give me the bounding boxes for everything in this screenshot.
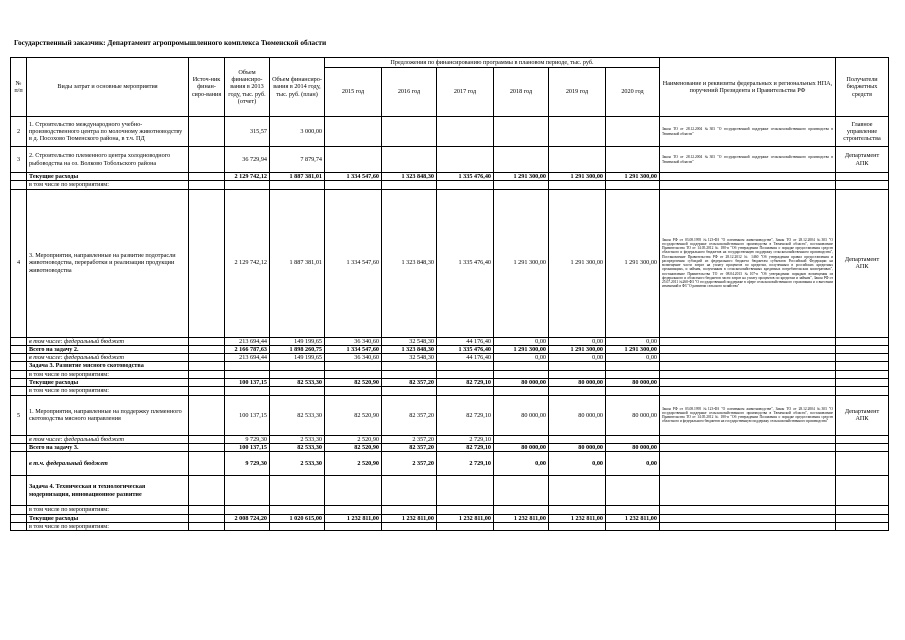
row-value-2013 xyxy=(225,522,270,530)
row-value-year xyxy=(494,506,549,514)
row-value-2014: 82 533,30 xyxy=(270,443,325,451)
row-value-year: 0,00 xyxy=(549,452,606,476)
row-name: Задача 3. Развитие мясного скотоводства xyxy=(27,362,189,370)
row-value-year xyxy=(382,387,437,395)
row-value-2013: 213 694,44 xyxy=(225,354,270,362)
row-name: в том числе по мероприятиям: xyxy=(27,387,189,395)
row-value-year xyxy=(325,476,382,506)
row-fin-source xyxy=(189,379,225,387)
row-fin-source xyxy=(189,370,225,378)
row-value-year: 82 357,20 xyxy=(382,395,437,435)
row-fin-source xyxy=(189,117,225,147)
row-value-year: 1 232 811,00 xyxy=(549,514,606,522)
row-value-2014 xyxy=(270,370,325,378)
table-row xyxy=(11,345,889,353)
row-value-2013 xyxy=(225,506,270,514)
row-fin-source xyxy=(189,452,225,476)
row-value-year: 1 232 811,00 xyxy=(382,514,437,522)
row-npa: Закон РФ от 03.08.1995 №123-ФЗ "О племенном животноводстве", Закон ТО от 28.12.2004 №303 "О государственной поддержке сельскохозяйственного производства в Тюменской области", постановление Правительства ТО от 14.05.2012 № 180-п "Об утверждении Положения о порядке предоставления средств областного и федерального бюджетов на государственную поддержку сельскохозяйственного производства" xyxy=(660,395,836,435)
row-name: Задача 4. Техническая и технологическая модернизация, инновационное развитие xyxy=(27,476,189,506)
row-value-year xyxy=(606,522,660,530)
row-value-2013: 2 166 787,63 xyxy=(225,345,270,353)
col-npa: Наименование и реквизиты федеральных и региональных НПА, поручений Президента и Правительства РФ xyxy=(660,58,836,117)
row-number: 3 xyxy=(11,147,27,173)
row-name: в т.ч. федеральный бюджет xyxy=(27,452,189,476)
row-value-year: 80 000,00 xyxy=(549,395,606,435)
row-value-year: 80 000,00 xyxy=(494,379,549,387)
row-value-2014: 2 533,30 xyxy=(270,452,325,476)
row-value-year: 80 000,00 xyxy=(549,443,606,451)
row-value-2014 xyxy=(270,387,325,395)
row-recipient: Главное управление строительства xyxy=(836,117,889,147)
row-value-year xyxy=(494,522,549,530)
row-value-year xyxy=(437,147,494,173)
row-value-2014: 1 020 615,00 xyxy=(270,514,325,522)
row-value-year xyxy=(437,370,494,378)
row-value-year: 2 520,90 xyxy=(325,452,382,476)
row-npa xyxy=(660,173,836,181)
row-value-year: 1 335 476,40 xyxy=(437,345,494,353)
row-name: в том числе по мероприятиям: xyxy=(27,506,189,514)
row-recipient xyxy=(836,362,889,370)
row-number xyxy=(11,370,27,378)
row-value-2013: 2 129 742,12 xyxy=(225,173,270,181)
row-fin-source xyxy=(189,435,225,443)
row-value-2014: 149 199,65 xyxy=(270,354,325,362)
row-value-year: 80 000,00 xyxy=(494,395,549,435)
row-recipient xyxy=(836,173,889,181)
row-number xyxy=(11,181,27,189)
row-value-year xyxy=(382,522,437,530)
row-name: Всего на задачу 3. xyxy=(27,443,189,451)
row-npa xyxy=(660,435,836,443)
row-name: Текущие расходы xyxy=(27,514,189,522)
row-number xyxy=(11,362,27,370)
row-value-year xyxy=(549,370,606,378)
row-npa xyxy=(660,476,836,506)
col-year: 2016 год xyxy=(382,68,437,117)
row-number xyxy=(11,173,27,181)
row-recipient: Департамент АПК xyxy=(836,395,889,435)
row-npa xyxy=(660,362,836,370)
row-fin-source xyxy=(189,506,225,514)
row-value-2014: 7 879,74 xyxy=(270,147,325,173)
row-value-year: 82 729,10 xyxy=(437,443,494,451)
col-recipient: Получатели бюджетных средств xyxy=(836,58,889,117)
row-value-year xyxy=(494,362,549,370)
row-value-year xyxy=(606,476,660,506)
row-value-year xyxy=(606,506,660,514)
col-year: 2015 год xyxy=(325,68,382,117)
page-title: Государственный заказчик: Департамент агропромышленного комплекса Тюменской области xyxy=(14,38,327,47)
row-npa: Закон ТО от 28.12.2004 №303 "О государственной поддержке сельскохозяйственного производства в Тюменской области" xyxy=(660,147,836,173)
row-npa xyxy=(660,345,836,353)
table-row xyxy=(11,189,889,337)
row-npa xyxy=(660,387,836,395)
row-value-year xyxy=(549,506,606,514)
row-value-2014 xyxy=(270,362,325,370)
row-value-year: 0,00 xyxy=(549,337,606,345)
row-npa xyxy=(660,379,836,387)
row-recipient xyxy=(836,387,889,395)
row-fin-source xyxy=(189,345,225,353)
row-value-year: 82 729,10 xyxy=(437,379,494,387)
row-value-year xyxy=(606,362,660,370)
row-value-year xyxy=(549,435,606,443)
row-value-year: 80 000,00 xyxy=(606,395,660,435)
row-name: в том числе: федеральный бюджет xyxy=(27,337,189,345)
row-npa xyxy=(660,337,836,345)
row-value-year xyxy=(325,181,382,189)
row-value-2013: 2 008 724,20 xyxy=(225,514,270,522)
row-value-year xyxy=(606,387,660,395)
row-value-year xyxy=(494,181,549,189)
table-row xyxy=(11,117,889,147)
row-value-year xyxy=(437,117,494,147)
row-value-year: 1 335 476,40 xyxy=(437,189,494,337)
row-name: в том числе по мероприятиям: xyxy=(27,181,189,189)
table-row xyxy=(11,387,889,395)
row-value-year: 0,00 xyxy=(494,452,549,476)
row-npa xyxy=(660,443,836,451)
row-number xyxy=(11,522,27,530)
row-value-year: 82 357,20 xyxy=(382,443,437,451)
row-value-year xyxy=(549,181,606,189)
row-value-year: 0,00 xyxy=(494,337,549,345)
row-value-2013: 213 694,44 xyxy=(225,337,270,345)
row-value-2013 xyxy=(225,387,270,395)
row-fin-source xyxy=(189,354,225,362)
row-value-year: 1 291 300,00 xyxy=(494,173,549,181)
row-value-2013: 9 729,30 xyxy=(225,452,270,476)
row-value-year xyxy=(606,181,660,189)
row-value-year xyxy=(606,147,660,173)
row-value-year xyxy=(606,117,660,147)
row-value-year xyxy=(325,506,382,514)
row-fin-source xyxy=(189,181,225,189)
col-proposals: Предложения по финансированию программы в плановом периоде, тыс. руб. xyxy=(325,58,660,68)
row-fin-source xyxy=(189,522,225,530)
row-value-year: 1 323 848,30 xyxy=(382,173,437,181)
row-recipient xyxy=(836,476,889,506)
row-value-year: 1 291 300,00 xyxy=(606,189,660,337)
row-name: в том числе по мероприятиям: xyxy=(27,370,189,378)
table-row xyxy=(11,395,889,435)
row-number xyxy=(11,476,27,506)
row-value-2013: 100 137,15 xyxy=(225,443,270,451)
row-value-year: 2 729,10 xyxy=(437,452,494,476)
row-name: в том числе: федеральный бюджет xyxy=(27,435,189,443)
row-value-year xyxy=(494,435,549,443)
row-recipient: Департамент АПК xyxy=(836,189,889,337)
row-npa xyxy=(660,452,836,476)
row-value-year xyxy=(325,147,382,173)
row-value-2013: 100 137,15 xyxy=(225,395,270,435)
col-num: № п/п xyxy=(11,58,27,117)
table-row xyxy=(11,370,889,378)
row-number: 5 xyxy=(11,395,27,435)
row-value-2014: 1 887 381,01 xyxy=(270,173,325,181)
row-value-year xyxy=(382,147,437,173)
row-value-2014: 1 887 381,01 xyxy=(270,189,325,337)
table-row xyxy=(11,514,889,522)
row-value-2014: 149 199,65 xyxy=(270,337,325,345)
row-value-year xyxy=(437,362,494,370)
row-fin-source xyxy=(189,387,225,395)
row-value-year: 32 548,30 xyxy=(382,337,437,345)
row-value-year: 1 232 811,00 xyxy=(606,514,660,522)
row-recipient xyxy=(836,370,889,378)
row-npa xyxy=(660,181,836,189)
row-recipient xyxy=(836,379,889,387)
row-value-year: 0,00 xyxy=(606,452,660,476)
row-value-2013 xyxy=(225,181,270,189)
row-recipient xyxy=(836,345,889,353)
row-value-year xyxy=(494,370,549,378)
table-row xyxy=(11,522,889,530)
row-value-2014: 82 533,30 xyxy=(270,379,325,387)
row-fin-source xyxy=(189,514,225,522)
row-value-year xyxy=(382,362,437,370)
table-row xyxy=(11,181,889,189)
row-value-year: 0,00 xyxy=(606,337,660,345)
row-number xyxy=(11,443,27,451)
row-name: 1. Мероприятия, направленные на поддержку племенного скотоводства мясного направления xyxy=(27,395,189,435)
row-npa: Закон РФ от 03.08.1995 №123-ФЗ "О племенном животноводстве", Закон ТО от 28.12.2004 №303 "О государственной поддержке сельскохозяйственного производства в Тюменской области", постановление Правительства ТО от 14.05.2012 № 180-п "Об утверждении Положения о порядке предоставления средств областного и федерального бюджетов на государственную поддержку сельскохозяйственного производства", Постановление Правительства РФ от 28.12.2012 № 1460 "Об утверждении правил предоставления и распределения субсидий из федерального бюджета бюджетам субъектов Российской Федерации на возмещение части затрат на уплату процентов по кредитам, полученным в российских кредитных организациях, и займам, полученным в сельскохозяйственных кредитных потребительских кооперативах", постановление Правительства ТО от 08.04.2013 №107-п "Об утверждении порядков возмещения из федерального и областного бюджетов части затрат на уплату процентов по кредитам и займам", Закон РФ от 25.07.2011 №260-ФЗ "О государственной поддержке в сфере сельскохозяйственного страхования и о внесении изменений в ФЗ "О развитии сельского хозяйства" xyxy=(660,189,836,337)
row-value-2013: 9 729,30 xyxy=(225,435,270,443)
row-value-year: 2 357,20 xyxy=(382,435,437,443)
row-number xyxy=(11,452,27,476)
row-value-year: 1 334 547,60 xyxy=(325,345,382,353)
row-value-year xyxy=(325,362,382,370)
row-value-year: 36 340,60 xyxy=(325,354,382,362)
row-recipient xyxy=(836,514,889,522)
row-fin-source xyxy=(189,395,225,435)
row-recipient xyxy=(836,443,889,451)
row-name: Текущие расходы xyxy=(27,173,189,181)
row-npa xyxy=(660,354,836,362)
row-recipient xyxy=(836,354,889,362)
row-value-2013 xyxy=(225,476,270,506)
row-value-year: 1 291 300,00 xyxy=(606,173,660,181)
row-name: Текущие расходы xyxy=(27,379,189,387)
row-value-year xyxy=(382,117,437,147)
row-number: 2 xyxy=(11,117,27,147)
row-number xyxy=(11,506,27,514)
row-value-year: 80 000,00 xyxy=(606,443,660,451)
row-value-2013: 100 137,15 xyxy=(225,379,270,387)
row-value-year xyxy=(549,147,606,173)
row-value-year xyxy=(325,117,382,147)
row-value-year: 1 291 300,00 xyxy=(549,189,606,337)
table-row xyxy=(11,452,889,476)
row-number xyxy=(11,435,27,443)
table-row xyxy=(11,173,889,181)
row-value-year xyxy=(437,506,494,514)
row-value-year: 82 729,10 xyxy=(437,395,494,435)
row-value-year xyxy=(494,476,549,506)
row-value-year: 1 291 300,00 xyxy=(549,345,606,353)
col-year: 2019 год xyxy=(549,68,606,117)
row-value-year xyxy=(549,387,606,395)
row-value-2014 xyxy=(270,181,325,189)
row-number xyxy=(11,354,27,362)
row-value-year xyxy=(494,147,549,173)
row-value-year: 44 176,40 xyxy=(437,354,494,362)
row-value-year: 80 000,00 xyxy=(494,443,549,451)
table-row xyxy=(11,379,889,387)
row-value-year xyxy=(494,117,549,147)
row-value-year xyxy=(382,476,437,506)
row-recipient xyxy=(836,337,889,345)
col-fin-source: Источ-ник финан-сиро-вания xyxy=(189,58,225,117)
row-recipient xyxy=(836,452,889,476)
row-number xyxy=(11,514,27,522)
row-value-year: 1 334 547,60 xyxy=(325,173,382,181)
row-value-year: 82 357,20 xyxy=(382,379,437,387)
row-value-year: 36 340,60 xyxy=(325,337,382,345)
col-name: Виды затрат и основные мероприятия xyxy=(27,58,189,117)
col-2014: Объем финансиро-вания в 2014 году, тыс. руб. (план) xyxy=(270,58,325,117)
table-row xyxy=(11,506,889,514)
row-name: 3. Мероприятия, направленные на развитие подотрасли животноводства, переработки и реализации продукции животноводства xyxy=(27,189,189,337)
row-value-year: 82 520,90 xyxy=(325,379,382,387)
row-value-year xyxy=(325,370,382,378)
row-value-year: 82 520,90 xyxy=(325,443,382,451)
row-value-2013 xyxy=(225,370,270,378)
table-row xyxy=(11,476,889,506)
row-recipient xyxy=(836,506,889,514)
row-value-2014 xyxy=(270,522,325,530)
row-fin-source xyxy=(189,337,225,345)
row-value-year: 2 729,10 xyxy=(437,435,494,443)
row-value-year xyxy=(606,370,660,378)
row-value-year xyxy=(382,370,437,378)
table-row xyxy=(11,337,889,345)
header-row-1 xyxy=(11,58,889,68)
row-value-year xyxy=(437,522,494,530)
row-npa: Закон ТО от 28.12.2004 №303 "О государственной поддержке сельскохозяйственного производства в Тюменской области" xyxy=(660,117,836,147)
row-value-year: 0,00 xyxy=(549,354,606,362)
row-npa xyxy=(660,514,836,522)
row-value-year: 1 323 848,30 xyxy=(382,345,437,353)
row-value-year: 1 323 848,30 xyxy=(382,189,437,337)
table-row xyxy=(11,354,889,362)
row-value-year: 1 232 811,00 xyxy=(437,514,494,522)
row-value-2014: 3 000,00 xyxy=(270,117,325,147)
col-year: 2018 год xyxy=(494,68,549,117)
row-recipient: Департамент АПК xyxy=(836,147,889,173)
row-value-year xyxy=(325,522,382,530)
row-value-year: 32 548,30 xyxy=(382,354,437,362)
row-value-year: 80 000,00 xyxy=(549,379,606,387)
row-recipient xyxy=(836,181,889,189)
row-npa xyxy=(660,522,836,530)
row-value-2014 xyxy=(270,506,325,514)
table-row xyxy=(11,147,889,173)
row-value-year: 1 291 300,00 xyxy=(494,345,549,353)
table-row xyxy=(11,443,889,451)
row-value-year: 82 520,90 xyxy=(325,395,382,435)
row-value-year xyxy=(549,362,606,370)
col-2013: Объем финансиро-вания в 2013 году, тыс. руб. (отчет) xyxy=(225,58,270,117)
row-value-year xyxy=(437,387,494,395)
row-fin-source xyxy=(189,443,225,451)
row-npa xyxy=(660,370,836,378)
row-number xyxy=(11,337,27,345)
row-fin-source xyxy=(189,476,225,506)
row-value-year: 2 520,90 xyxy=(325,435,382,443)
row-value-2013: 36 729,94 xyxy=(225,147,270,173)
row-value-year xyxy=(549,117,606,147)
row-number: 4 xyxy=(11,189,27,337)
row-value-2014: 82 533,30 xyxy=(270,395,325,435)
row-value-year: 1 334 547,60 xyxy=(325,189,382,337)
row-value-2013: 2 129 742,12 xyxy=(225,189,270,337)
row-value-year: 2 357,20 xyxy=(382,452,437,476)
row-number xyxy=(11,387,27,395)
table-row xyxy=(11,435,889,443)
row-value-year: 1 291 300,00 xyxy=(606,345,660,353)
row-value-year: 1 291 300,00 xyxy=(494,189,549,337)
row-value-year xyxy=(382,181,437,189)
row-recipient xyxy=(836,522,889,530)
col-year: 2020 год xyxy=(606,68,660,117)
row-value-2014 xyxy=(270,476,325,506)
row-value-2014: 2 533,30 xyxy=(270,435,325,443)
row-name: 2. Строительство племенного центра холодноводного рыбоводства на оз. Волково Тобольского района xyxy=(27,147,189,173)
row-value-year: 80 000,00 xyxy=(606,379,660,387)
row-value-year: 44 176,40 xyxy=(437,337,494,345)
row-value-year: 1 335 476,40 xyxy=(437,173,494,181)
row-value-year xyxy=(494,387,549,395)
row-name: в том числе по мероприятиям: xyxy=(27,522,189,530)
row-value-year: 1 232 811,00 xyxy=(325,514,382,522)
row-number xyxy=(11,379,27,387)
row-fin-source xyxy=(189,147,225,173)
row-name: 1. Строительство международного учебно-производственного центра по молочному животноводству в д. Посохово Тюменского района, в т.ч. ПД xyxy=(27,117,189,147)
row-value-year xyxy=(549,476,606,506)
row-name: Всего на задачу 2. xyxy=(27,345,189,353)
table-row xyxy=(11,362,889,370)
row-value-2013 xyxy=(225,362,270,370)
row-value-year xyxy=(382,506,437,514)
row-value-year xyxy=(437,476,494,506)
row-value-year xyxy=(606,435,660,443)
row-value-year xyxy=(325,387,382,395)
row-value-year xyxy=(549,522,606,530)
row-value-year: 1 232 811,00 xyxy=(494,514,549,522)
row-value-2014: 1 898 260,75 xyxy=(270,345,325,353)
row-number xyxy=(11,345,27,353)
row-recipient xyxy=(836,435,889,443)
row-npa xyxy=(660,506,836,514)
row-value-year xyxy=(437,181,494,189)
row-value-year: 1 291 300,00 xyxy=(549,173,606,181)
row-value-year: 0,00 xyxy=(606,354,660,362)
col-year: 2017 год xyxy=(437,68,494,117)
row-value-2013: 315,57 xyxy=(225,117,270,147)
row-fin-source xyxy=(189,173,225,181)
financing-table xyxy=(10,57,889,531)
row-fin-source xyxy=(189,362,225,370)
row-value-year: 0,00 xyxy=(494,354,549,362)
row-fin-source xyxy=(189,189,225,337)
row-name: в том числе: федеральный бюджет xyxy=(27,354,189,362)
